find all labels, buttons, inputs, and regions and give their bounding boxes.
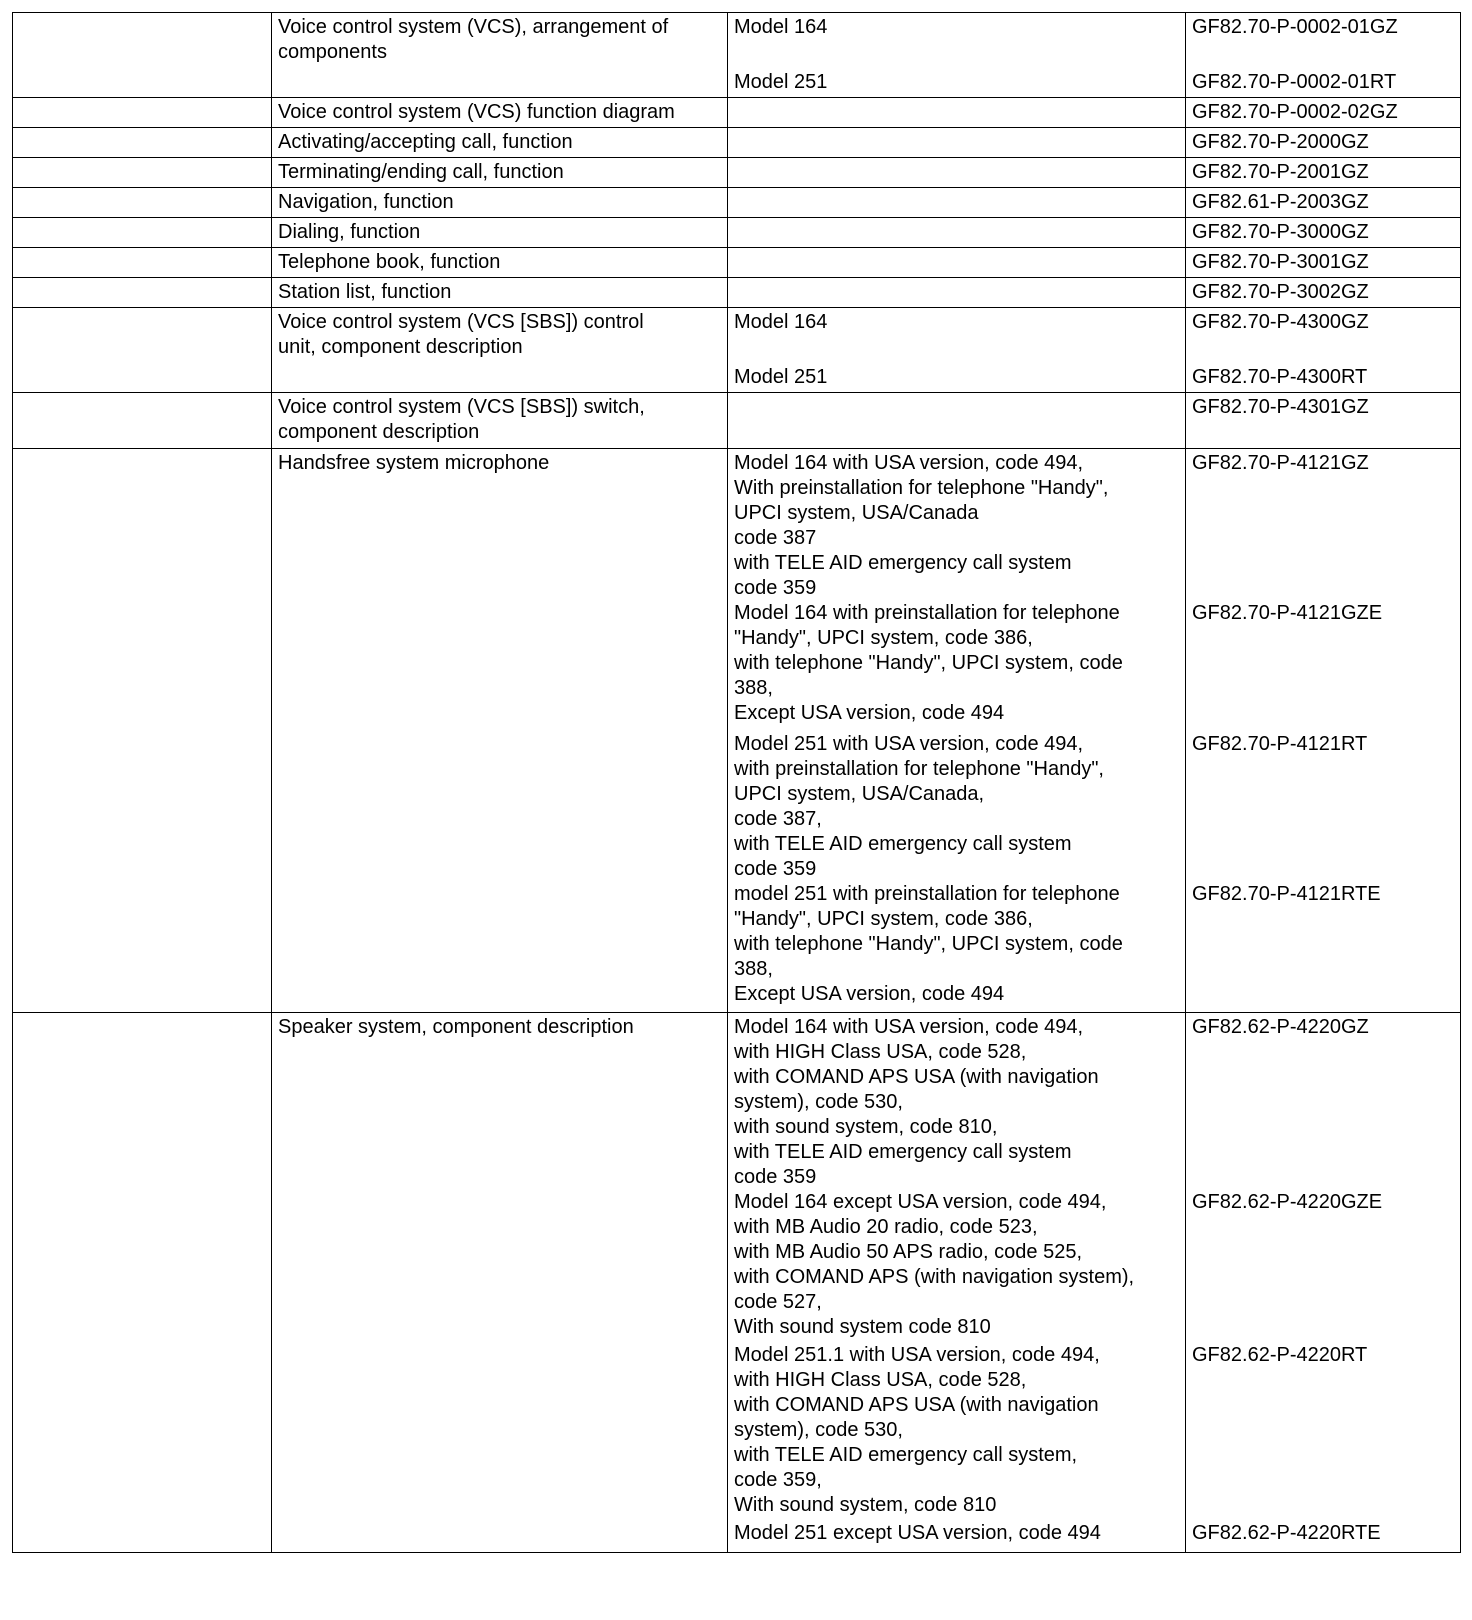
text-line: Model 251 bbox=[734, 71, 828, 93]
text-line: components bbox=[278, 41, 387, 63]
index-cell bbox=[13, 248, 272, 278]
document-code: GF82.70-P-3001GZ bbox=[1192, 251, 1369, 273]
applicability-entry bbox=[734, 882, 1179, 1009]
document-code-entry bbox=[1192, 190, 1454, 215]
applicability-entry bbox=[734, 15, 1179, 70]
text-line: With sound system, code 810 bbox=[734, 1494, 997, 1516]
applicability-cell bbox=[728, 188, 1186, 218]
text-line: Activating/accepting call, function bbox=[278, 131, 573, 153]
text-line: code 359, bbox=[734, 1469, 822, 1491]
title-cell bbox=[272, 188, 728, 218]
document-code-entry bbox=[1192, 130, 1454, 155]
text-line: Dialing, function bbox=[278, 221, 421, 243]
text-line: code 359 bbox=[734, 858, 817, 880]
text-line: with TELE AID emergency call system, bbox=[734, 1444, 1078, 1466]
applicability-entry bbox=[734, 1190, 1179, 1343]
document-code: GF82.70-P-4300GZ bbox=[1192, 311, 1369, 333]
document-code-cell bbox=[1186, 308, 1461, 393]
document-code-entry bbox=[1192, 280, 1454, 305]
text-line: model 251 with preinstallation for telephone bbox=[734, 883, 1120, 905]
document-code: GF82.70-P-3000GZ bbox=[1192, 221, 1369, 243]
text-line: Handsfree system microphone bbox=[278, 452, 550, 474]
applicability-entry bbox=[734, 451, 1179, 601]
text-line: Model 251 except USA version, code 494 bbox=[734, 1522, 1101, 1544]
document-code: GF82.70-P-2001GZ bbox=[1192, 161, 1369, 183]
table-row bbox=[13, 308, 1461, 393]
document-code-cell bbox=[1186, 449, 1461, 1013]
title-cell bbox=[272, 248, 728, 278]
index-cell bbox=[13, 128, 272, 158]
document-page bbox=[12, 12, 1461, 1553]
document-code-cell bbox=[1186, 188, 1461, 218]
applicability-cell bbox=[728, 218, 1186, 248]
document-code-cell bbox=[1186, 98, 1461, 128]
text-line: system), code 530, bbox=[734, 1419, 903, 1441]
text-line: 388, bbox=[734, 677, 773, 699]
document-code-entry bbox=[1192, 310, 1454, 365]
text-line: with telephone "Handy", UPCI system, code bbox=[734, 652, 1123, 674]
title-cell bbox=[272, 98, 728, 128]
text-line: with TELE AID emergency call system bbox=[734, 552, 1072, 574]
document-code-entry bbox=[1192, 15, 1454, 70]
document-code-entry bbox=[1192, 365, 1454, 391]
document-code: GF82.70-P-3002GZ bbox=[1192, 281, 1369, 303]
index-cell bbox=[13, 278, 272, 308]
applicability-entry bbox=[734, 310, 1179, 365]
index-cell bbox=[13, 393, 272, 449]
text-line: unit, component description bbox=[278, 336, 523, 358]
applicability-entry bbox=[734, 365, 1179, 391]
table-row bbox=[13, 278, 1461, 308]
applicability-entry bbox=[734, 732, 1179, 882]
document-code: GF82.62-P-4220RTE bbox=[1192, 1522, 1381, 1544]
document-code: GF82.70-P-0002-01GZ bbox=[1192, 16, 1398, 38]
document-code: GF82.62-P-4220RT bbox=[1192, 1344, 1368, 1366]
index-cell bbox=[13, 1013, 272, 1553]
applicability-cell bbox=[728, 248, 1186, 278]
document-code-entry bbox=[1192, 882, 1454, 1009]
applicability-cell bbox=[728, 128, 1186, 158]
applicability-entry bbox=[734, 1343, 1179, 1521]
text-line: Except USA version, code 494 bbox=[734, 702, 1005, 724]
document-code-entry bbox=[1192, 395, 1454, 420]
title-cell bbox=[272, 13, 728, 98]
text-line: component description bbox=[278, 421, 480, 443]
applicability-cell bbox=[728, 98, 1186, 128]
document-code: GF82.70-P-4121GZE bbox=[1192, 602, 1383, 624]
text-line: with MB Audio 20 radio, code 523, bbox=[734, 1216, 1038, 1238]
document-code: GF82.70-P-4121RTE bbox=[1192, 883, 1381, 905]
document-code: GF82.70-P-4121GZ bbox=[1192, 452, 1369, 474]
applicability-cell bbox=[728, 393, 1186, 449]
table-row bbox=[13, 1013, 1461, 1553]
text-line: Telephone book, function bbox=[278, 251, 501, 273]
text-line: with COMAND APS (with navigation system), bbox=[734, 1266, 1135, 1288]
document-code-cell bbox=[1186, 248, 1461, 278]
title-cell bbox=[272, 218, 728, 248]
text-line: Speaker system, component description bbox=[278, 1016, 634, 1038]
text-line: UPCI system, USA/Canada bbox=[734, 502, 979, 524]
title-cell bbox=[272, 449, 728, 1013]
document-code-cell bbox=[1186, 278, 1461, 308]
applicability-cell bbox=[728, 1013, 1186, 1553]
text-line: Model 164 with USA version, code 494, bbox=[734, 1016, 1084, 1038]
text-line: "Handy", UPCI system, code 386, bbox=[734, 627, 1033, 649]
text-line: with MB Audio 50 APS radio, code 525, bbox=[734, 1241, 1082, 1263]
applicability-entry bbox=[734, 1521, 1179, 1551]
document-code-entry bbox=[1192, 100, 1454, 125]
document-code: GF82.61-P-2003GZ bbox=[1192, 191, 1369, 213]
text-line: with TELE AID emergency call system bbox=[734, 833, 1072, 855]
text-line: "Handy", UPCI system, code 386, bbox=[734, 908, 1033, 930]
document-code-entry bbox=[1192, 1521, 1454, 1551]
text-line: Model 164 except USA version, code 494, bbox=[734, 1191, 1107, 1213]
applicability-cell bbox=[728, 278, 1186, 308]
document-code: GF82.62-P-4220GZE bbox=[1192, 1191, 1383, 1213]
index-cell bbox=[13, 98, 272, 128]
text-line: Voice control system (VCS [SBS]) switch, bbox=[278, 396, 645, 418]
title-cell bbox=[272, 1013, 728, 1553]
text-line: Voice control system (VCS), arrangement of bbox=[278, 16, 669, 38]
table-row bbox=[13, 13, 1461, 98]
text-line: code 387, bbox=[734, 808, 822, 830]
text-line: With sound system code 810 bbox=[734, 1316, 991, 1338]
document-code-entry bbox=[1192, 70, 1454, 96]
text-line: system), code 530, bbox=[734, 1091, 903, 1113]
document-code-cell bbox=[1186, 393, 1461, 449]
index-cell bbox=[13, 308, 272, 393]
applicability-entry bbox=[734, 1015, 1179, 1190]
text-line: Model 164 with USA version, code 494, bbox=[734, 452, 1084, 474]
text-line: code 359 bbox=[734, 1166, 817, 1188]
text-line: code 387 bbox=[734, 527, 817, 549]
index-cell bbox=[13, 158, 272, 188]
text-line: With preinstallation for telephone "Handy", bbox=[734, 477, 1109, 499]
text-line: Voice control system (VCS) function diagram bbox=[278, 101, 675, 123]
document-code-entry bbox=[1192, 220, 1454, 245]
table-row bbox=[13, 188, 1461, 218]
document-code: GF82.70-P-4301GZ bbox=[1192, 396, 1369, 418]
text-line: UPCI system, USA/Canada, bbox=[734, 783, 985, 805]
text-line: with sound system, code 810, bbox=[734, 1116, 998, 1138]
title-cell bbox=[272, 393, 728, 449]
document-code-cell bbox=[1186, 218, 1461, 248]
title-cell bbox=[272, 128, 728, 158]
document-code-cell bbox=[1186, 1013, 1461, 1553]
table-row bbox=[13, 393, 1461, 449]
index-cell bbox=[13, 188, 272, 218]
text-line: Except USA version, code 494 bbox=[734, 983, 1005, 1005]
table-row bbox=[13, 158, 1461, 188]
document-code-entry bbox=[1192, 250, 1454, 275]
text-line: 388, bbox=[734, 958, 773, 980]
applicability-entry bbox=[734, 601, 1179, 732]
document-code-entry bbox=[1192, 451, 1454, 601]
index-cell bbox=[13, 449, 272, 1013]
table-row bbox=[13, 449, 1461, 1013]
table-row bbox=[13, 248, 1461, 278]
text-line: Model 164 bbox=[734, 16, 828, 38]
text-line: Terminating/ending call, function bbox=[278, 161, 564, 183]
text-line: with telephone "Handy", UPCI system, code bbox=[734, 933, 1123, 955]
text-line: Model 251 with USA version, code 494, bbox=[734, 733, 1084, 755]
index-cell bbox=[13, 13, 272, 98]
document-code-entry bbox=[1192, 1343, 1454, 1521]
document-code-entry bbox=[1192, 1190, 1454, 1343]
text-line: with COMAND APS USA (with navigation bbox=[734, 1066, 1099, 1088]
document-code-cell bbox=[1186, 128, 1461, 158]
text-line: with HIGH Class USA, code 528, bbox=[734, 1369, 1027, 1391]
component-reference-table bbox=[12, 12, 1461, 1553]
text-line: Model 164 with preinstallation for telephone bbox=[734, 602, 1120, 624]
text-line: Voice control system (VCS [SBS]) control bbox=[278, 311, 644, 333]
table-body bbox=[13, 13, 1461, 1553]
text-line: code 527, bbox=[734, 1291, 822, 1313]
table-row bbox=[13, 98, 1461, 128]
text-line: Model 251 bbox=[734, 366, 828, 388]
document-code-cell bbox=[1186, 158, 1461, 188]
document-code: GF82.70-P-4300RT bbox=[1192, 366, 1368, 388]
document-code-entry bbox=[1192, 732, 1454, 882]
title-cell bbox=[272, 308, 728, 393]
text-line: Model 251.1 with USA version, code 494, bbox=[734, 1344, 1100, 1366]
title-cell bbox=[272, 158, 728, 188]
text-line: Station list, function bbox=[278, 281, 452, 303]
document-code-entry bbox=[1192, 160, 1454, 185]
table-row bbox=[13, 128, 1461, 158]
applicability-cell bbox=[728, 158, 1186, 188]
index-cell bbox=[13, 218, 272, 248]
text-line: code 359 bbox=[734, 577, 817, 599]
document-code-entry bbox=[1192, 601, 1454, 732]
applicability-cell bbox=[728, 449, 1186, 1013]
document-code: GF82.70-P-2000GZ bbox=[1192, 131, 1369, 153]
text-line: with COMAND APS USA (with navigation bbox=[734, 1394, 1099, 1416]
document-code: GF82.70-P-4121RT bbox=[1192, 733, 1368, 755]
document-code: GF82.70-P-0002-01RT bbox=[1192, 71, 1397, 93]
title-cell bbox=[272, 278, 728, 308]
document-code: GF82.70-P-0002-02GZ bbox=[1192, 101, 1398, 123]
text-line: with preinstallation for telephone "Handy", bbox=[734, 758, 1104, 780]
document-code-entry bbox=[1192, 1015, 1454, 1190]
text-line: with HIGH Class USA, code 528, bbox=[734, 1041, 1027, 1063]
applicability-entry bbox=[734, 70, 1179, 96]
text-line: Model 164 bbox=[734, 311, 828, 333]
text-line: Navigation, function bbox=[278, 191, 454, 213]
applicability-cell bbox=[728, 308, 1186, 393]
document-code-cell bbox=[1186, 13, 1461, 98]
applicability-cell bbox=[728, 13, 1186, 98]
text-line: with TELE AID emergency call system bbox=[734, 1141, 1072, 1163]
document-code: GF82.62-P-4220GZ bbox=[1192, 1016, 1369, 1038]
table-row bbox=[13, 218, 1461, 248]
